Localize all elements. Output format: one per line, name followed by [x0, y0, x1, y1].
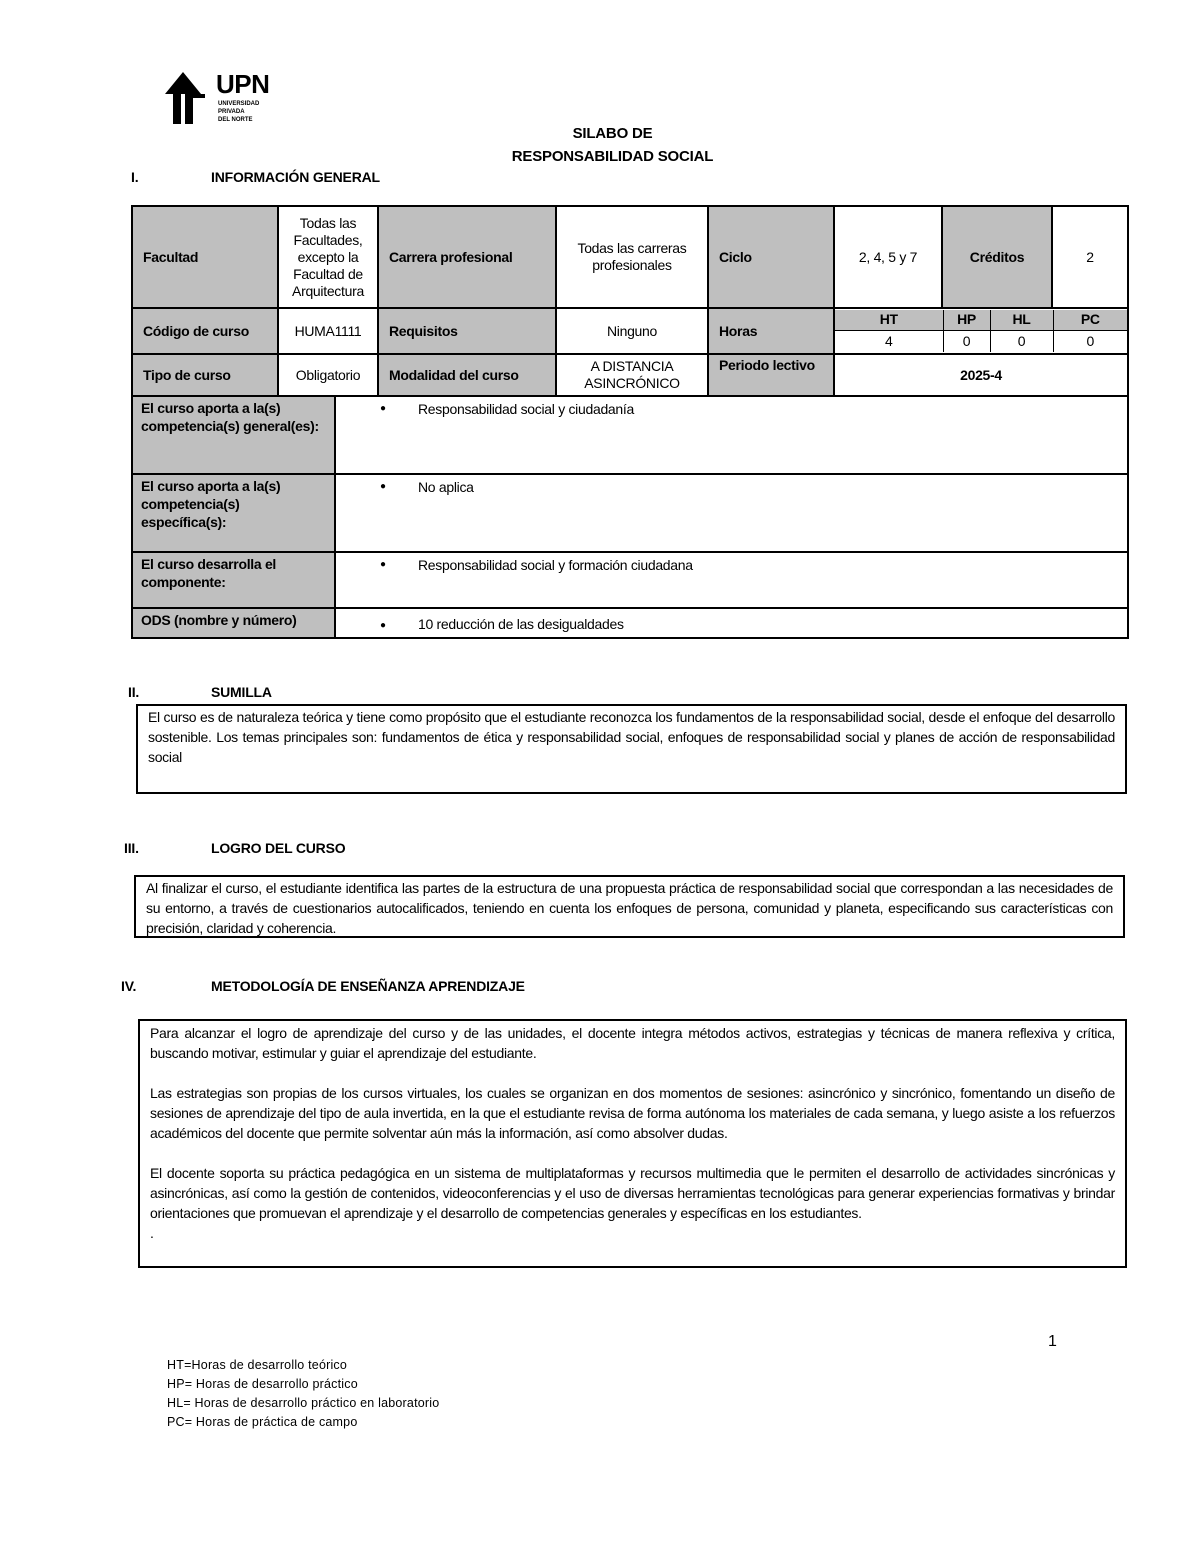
carrera-value: Todas las carreras profesionales: [556, 206, 708, 308]
bullet-icon: ●: [380, 559, 386, 570]
section-label: INFORMACIÓN GENERAL: [211, 169, 380, 185]
upn-logo: [163, 70, 273, 128]
horas-label: Horas: [708, 308, 834, 354]
footnote-hl: HL= Horas de desarrollo práctico en laboratorio: [167, 1396, 440, 1410]
periodo-value: 2025-4: [834, 354, 1128, 396]
pc-label: PC: [1053, 310, 1127, 330]
logro-box: [134, 875, 1125, 938]
section-number: I.: [131, 169, 139, 185]
metodologia-box: [138, 1019, 1127, 1268]
competencia-label: El curso aporta a la(s) competencia(s) específica(s):: [132, 474, 335, 552]
general-info-table: [131, 205, 1129, 397]
section-number: II.: [128, 684, 140, 700]
logo-sub-3: DEL NORTE: [218, 117, 253, 123]
logro-text: Al finalizar el curso, el estudiante identifica las partes de la estructura de una propuesta práctica de responsabilidad social que correspondan a las necesidades de su entorno, a través de cuestionarios autocalificados, teniendo en cuenta los enfoques de persona, comunidad y planeta, especificando sus características con precisión, claridad y coherencia.: [146, 880, 1113, 936]
logo-sub-2: PRIVADA: [218, 109, 245, 115]
footnote-hp: HP= Horas de desarrollo práctico: [167, 1377, 358, 1391]
modalidad-value-2: ASINCRÓNICO: [584, 375, 680, 391]
competencia-value-cell: [335, 474, 1128, 552]
document-title-line2: RESPONSABILIDAD SOCIAL: [511, 148, 714, 165]
section-label: METODOLOGÍA DE ENSEÑANZA APRENDIZAJE: [211, 978, 525, 994]
ciclo-value: 2, 4, 5 y 7: [834, 206, 942, 308]
modalidad-value-1: A DISTANCIA: [590, 358, 674, 374]
hl-label: HL: [990, 310, 1053, 330]
competencia-label: El curso aporta a la(s) competencia(s) general(es):: [132, 396, 335, 474]
sumilla-box: [136, 704, 1127, 794]
metodologia-paragraph-1: Para alcanzar el logro de aprendizaje del curso y de las unidades, el docente integra métodos activos, estrategias y técnicas de manera reflexiva y crítica, buscando motivar, estimular y guiar el aprendizaje del estudiante.: [150, 1025, 1115, 1061]
sumilla-text: El curso es de naturaleza teórica y tiene como propósito que el estudiante reconozca los fundamentos de la responsabilidad social, desde el enfoque del desarrollo sostenible. Los temas principales son: fundamentos de ética y responsabilidad social, enfoques de responsabilidad social y planes de acción de responsabilidad social: [148, 709, 1115, 765]
logo-sub-1: UNIVERSIDAD: [218, 101, 260, 107]
footnotes: [167, 1356, 439, 1432]
componente-value-cell: [335, 552, 1128, 608]
horas-grid: [834, 308, 1128, 354]
competencia-row: [132, 474, 1128, 552]
ods-value: 10 reducción de las desigualdades: [418, 616, 624, 632]
codigo-value: HUMA1111: [278, 308, 378, 354]
footnote-ht: HT=Horas de desarrollo teórico: [167, 1358, 348, 1372]
logo-text: UPN: [216, 69, 270, 99]
ciclo-label: Ciclo: [708, 206, 834, 308]
hp-value: 0: [943, 330, 990, 352]
componente-label: El curso desarrolla el componente:: [132, 552, 335, 608]
competencia-row: [132, 396, 1128, 474]
modalidad-value: [556, 354, 708, 396]
metodologia-paragraph-2: Las estrategias son propias de los cursos virtuales, los cuales se organizan en dos momentos de sesiones: asincrónico y sincrónico, fomentando un diseño de sesiones de aprendizaje del tipo de aula invertida, en la que el estudiante revisa de forma autónoma los materiales de cada semana, y luego asiste a los refuerzos académicos del docente que permite solventar aún más la información, así como absolver dudas.: [150, 1085, 1115, 1141]
section-label: SUMILLA: [211, 684, 272, 700]
bullet-icon: ●: [380, 620, 386, 631]
metodologia-paragraph-3: El docente soporta su práctica pedagógica en un sistema de multiplataformas y recursos multimedia que le permiten el desarrollo de actividades sincrónicas y asincrónicas, así como la gestión de contenidos, videoconferencias y el uso de diversas herramientas tecnológicas para generar experiencias formativas y brindar orientaciones que promuevan el aprendizaje y el desarrollo de competencias generales y específicas en los estudiantes.: [150, 1165, 1115, 1221]
pc-value: 0: [1053, 330, 1127, 352]
ods-row: [132, 608, 1128, 638]
creditos-value: 2: [1052, 206, 1128, 308]
competencia-value: Responsabilidad social y ciudadanía: [418, 401, 634, 417]
section-label: LOGRO DEL CURSO: [211, 840, 346, 856]
facultad-label: Facultad: [132, 206, 278, 308]
competencia-value: No aplica: [418, 479, 474, 495]
componente-value: Responsabilidad social y formación ciudadana: [418, 557, 693, 573]
metodologia-paragraph-4: .: [150, 1225, 154, 1241]
ods-value-cell: [335, 608, 1128, 638]
document-title-line1: SILABO DE: [572, 125, 653, 142]
codigo-label: Código de curso: [132, 308, 278, 354]
bullet-icon: ●: [380, 481, 386, 492]
creditos-label: Créditos: [942, 206, 1052, 308]
requisitos-value: Ninguno: [556, 308, 708, 354]
competencia-value-cell: [335, 396, 1128, 474]
competencias-table: [131, 395, 1129, 639]
footnote-pc: PC= Horas de práctica de campo: [167, 1415, 358, 1429]
carrera-label: Carrera profesional: [378, 206, 556, 308]
bullet-icon: ●: [380, 403, 386, 414]
page-number: 1: [1048, 1333, 1057, 1350]
section-number: III.: [124, 840, 139, 856]
facultad-value: Todas las Facultades, excepto la Facultad de Arquitectura: [278, 206, 378, 308]
requisitos-label: Requisitos: [378, 308, 556, 354]
tipo-label: Tipo de curso: [132, 354, 278, 396]
hp-label: HP: [943, 310, 990, 330]
hl-value: 0: [990, 330, 1053, 352]
section-number: IV.: [121, 978, 137, 994]
tipo-value: Obligatorio: [278, 354, 378, 396]
modalidad-label: Modalidad del curso: [378, 354, 556, 396]
ht-value: 4: [835, 330, 943, 352]
componente-row: [132, 552, 1128, 608]
ht-label: HT: [835, 310, 943, 330]
ods-label: ODS (nombre y número): [132, 608, 335, 638]
periodo-label: Periodo lectivo: [708, 354, 834, 396]
